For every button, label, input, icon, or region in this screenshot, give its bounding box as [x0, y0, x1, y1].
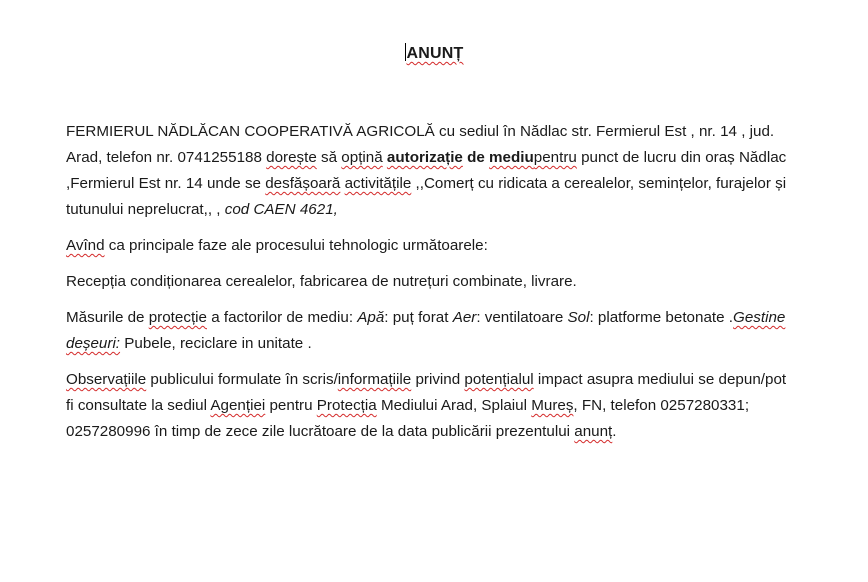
- p1-text-d: punct de lucru din oraș Nădlac ,Fermierul Est nr. 14 unde se: [66, 149, 787, 192]
- p4-text-b: a factorilor de mediu:: [207, 309, 358, 326]
- p1-text-a: FERMIERUL NĂDLĂCAN COOPERATIVĂ AGRICOLĂ cu sediul în Nădlac str. Fermierul Est , nr. 14 , jud. Arad, telefon nr. 0741255188: [66, 123, 775, 166]
- p4-text-d: : ventilatoare: [476, 309, 568, 326]
- p4-label-apa: Apă: [357, 309, 385, 326]
- text-cursor: [405, 43, 406, 61]
- paragraph-reception: Recepția condiționarea cerealelor, fabricarea de nutrețuri combinate, livrare.: [66, 273, 577, 290]
- p5-word-potentialul: potențialul: [464, 371, 534, 388]
- p1-word-de: de: [462, 149, 490, 166]
- p5-word-informatiile: informațiile: [337, 371, 412, 388]
- p1-word-autorizatie: autorizație: [386, 149, 463, 166]
- p5-text-e: Mediului Arad, Splaiul: [376, 397, 532, 414]
- p5-text-b: privind: [411, 371, 465, 388]
- p5-text-c: impact asupra mediului se depun/pot fi consultate la sediul: [66, 371, 787, 414]
- p1-text-b: să: [316, 149, 342, 166]
- p5-text-f: , FN, telefon 0257280331; 0257280996 în timp de zece zile lucrătoare de la data publicării prezentului: [66, 397, 750, 440]
- p4-text-c: : puț forat: [384, 309, 453, 326]
- p2-text: ca principale faze ale procesului tehnologic următoarele:: [104, 237, 488, 254]
- p1-word-doreste: dorește: [266, 149, 317, 166]
- p1-word-desfasoara: desfășoară: [265, 175, 341, 192]
- p5-text-g: .: [612, 423, 617, 440]
- p4-label-gestine: Gestine deșeuri:: [66, 309, 786, 352]
- p5-text-a: publicului formulate în scris/: [146, 371, 338, 388]
- p5-word-observatiile: Observațiile: [66, 371, 147, 388]
- paragraph-process-phases: [66, 233, 796, 259]
- paragraph-company-info: [66, 119, 796, 223]
- p1-text-f: ,,Comerț cu ridicata a cerealelor, semințelor, furajelor și tutunului neprelucrat,, ,: [66, 175, 787, 218]
- p5-word-protectia: Protecția: [316, 397, 377, 414]
- p1-word-activitatile: activitățile: [344, 175, 412, 192]
- document-title: [0, 43, 868, 63]
- p4-text-a: Măsurile de: [66, 309, 149, 326]
- p4-text-f: Pubele, reciclare in unitate .: [120, 335, 312, 352]
- p5-word-mures: Mureș: [531, 397, 574, 414]
- p4-word-protectie: protecție: [148, 309, 207, 326]
- p5-word-anunt: anunț: [574, 423, 613, 440]
- p4-label-aer: Aer: [452, 309, 477, 326]
- p5-text-d: pentru: [265, 397, 317, 414]
- p1-word-optina: opțină: [341, 149, 383, 166]
- p2-word-avind: Avînd: [66, 237, 105, 254]
- p1-caen-code: cod CAEN 4621,: [220, 201, 338, 218]
- p1-word-mediu: mediu: [489, 149, 534, 166]
- p4-text-e: : platforme betonate .: [589, 309, 733, 326]
- paragraph-protection-measures: [66, 305, 796, 357]
- paragraph-observations: [66, 367, 796, 445]
- p4-label-sol: Sol: [567, 309, 590, 326]
- title-text: ANUNȚ: [406, 45, 464, 62]
- p5-word-agentiei: Agenției: [210, 397, 266, 414]
- p1-word-pentru: pentru: [533, 149, 577, 166]
- document-body: [66, 119, 796, 455]
